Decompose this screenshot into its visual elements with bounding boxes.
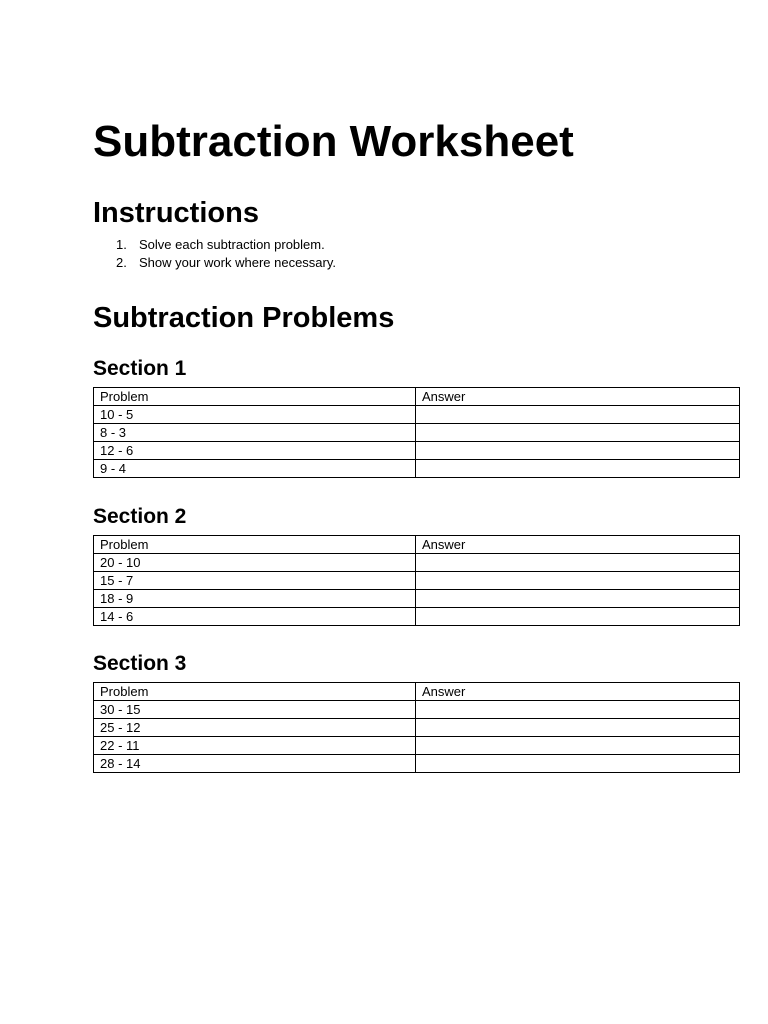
table-row: [94, 406, 740, 424]
table-row: [94, 424, 740, 442]
instruction-item: [93, 236, 336, 254]
section-3-title: Section 3: [93, 652, 187, 675]
instructions-list: [93, 236, 336, 271]
table-header-row: [94, 536, 740, 554]
answer-cell[interactable]: [416, 442, 740, 460]
table-row: [94, 737, 740, 755]
problem-cell: 10 - 5: [94, 406, 416, 424]
answer-cell[interactable]: [416, 424, 740, 442]
table-header-row: [94, 683, 740, 701]
instructions-heading: Instructions: [93, 197, 259, 229]
problem-cell: 9 - 4: [94, 460, 416, 478]
answer-cell[interactable]: [416, 554, 740, 572]
answer-cell[interactable]: [416, 719, 740, 737]
problem-cell: 25 - 12: [94, 719, 416, 737]
answer-cell[interactable]: [416, 590, 740, 608]
problem-cell: 14 - 6: [94, 608, 416, 626]
problem-cell: 18 - 9: [94, 590, 416, 608]
table-row: [94, 442, 740, 460]
problem-cell: 28 - 14: [94, 755, 416, 773]
section-1-title: Section 1: [93, 357, 187, 380]
section-2-table: [93, 535, 740, 626]
table-row: [94, 719, 740, 737]
answer-column-header: Answer: [416, 536, 740, 554]
table-row: [94, 590, 740, 608]
section-2-title: Section 2: [93, 505, 187, 528]
section-3-table: [93, 682, 740, 773]
table-row: [94, 608, 740, 626]
answer-cell[interactable]: [416, 460, 740, 478]
table-row: [94, 755, 740, 773]
section-1-table: [93, 387, 740, 478]
problem-cell: 20 - 10: [94, 554, 416, 572]
table-row: [94, 554, 740, 572]
answer-cell[interactable]: [416, 701, 740, 719]
problems-heading: Subtraction Problems: [93, 302, 395, 334]
answer-cell[interactable]: [416, 608, 740, 626]
instruction-item: [93, 254, 336, 272]
page-title: Subtraction Worksheet: [93, 117, 574, 166]
table-header-row: [94, 388, 740, 406]
problem-cell: 8 - 3: [94, 424, 416, 442]
problem-cell: 30 - 15: [94, 701, 416, 719]
answer-cell[interactable]: [416, 572, 740, 590]
problem-column-header: Problem: [94, 536, 416, 554]
table-row: [94, 460, 740, 478]
instruction-number: 2.: [116, 254, 127, 270]
problem-column-header: Problem: [94, 683, 416, 701]
problem-cell: 22 - 11: [94, 737, 416, 755]
answer-cell[interactable]: [416, 755, 740, 773]
instruction-number: 1.: [116, 237, 127, 252]
answer-column-header: Answer: [416, 683, 740, 701]
table-row: [94, 701, 740, 719]
problem-column-header: Problem: [94, 388, 416, 406]
problem-cell: 12 - 6: [94, 442, 416, 460]
answer-cell[interactable]: [416, 737, 740, 755]
table-row: [94, 572, 740, 590]
instruction-text: Show your work where necessary.: [139, 254, 337, 270]
answer-cell[interactable]: [416, 406, 740, 424]
problem-cell: 15 - 7: [94, 572, 416, 590]
instruction-text: Solve each subtraction problem.: [139, 237, 325, 252]
answer-column-header: Answer: [416, 388, 740, 406]
